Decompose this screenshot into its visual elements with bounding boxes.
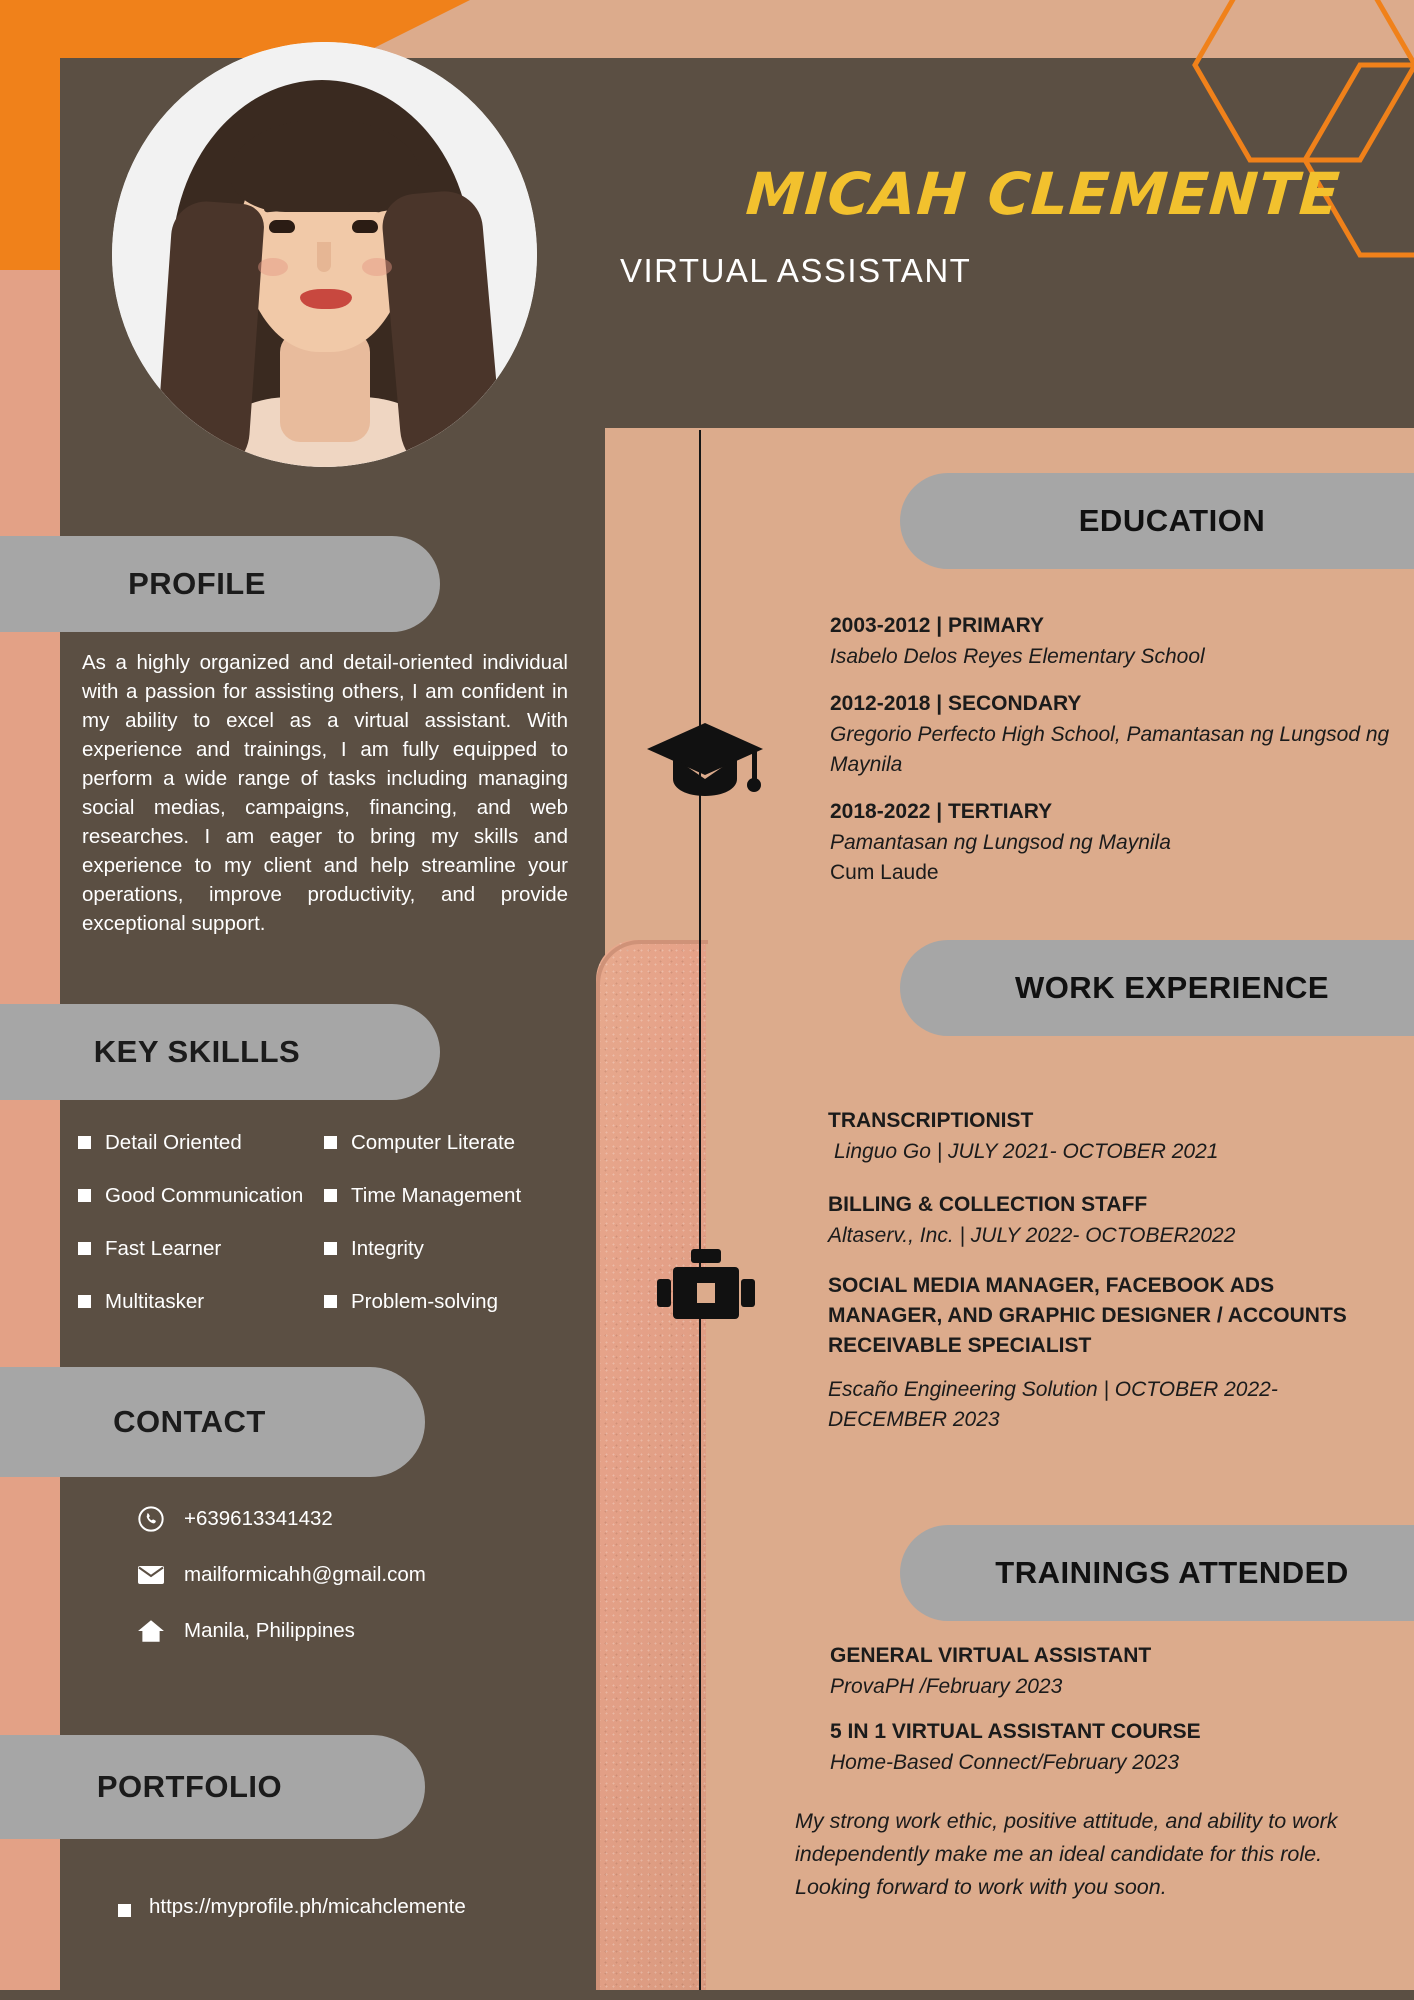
profile-heading-label: PROFILE <box>128 566 266 601</box>
candidate-role: VIRTUAL ASSISTANT <box>620 252 972 289</box>
skill-item <box>324 1236 590 1261</box>
background-texture-edge <box>596 940 708 2000</box>
education-item <box>830 796 1390 888</box>
education-school: Isabelo Delos Reyes Elementary School <box>830 645 1205 668</box>
contact-row-location <box>136 1616 596 1646</box>
skill-label: Time Management <box>351 1184 522 1207</box>
training-title: GENERAL VIRTUAL ASSISTANT <box>830 1644 1152 1667</box>
skill-label: Integrity <box>351 1237 424 1260</box>
skill-label: Computer Literate <box>351 1131 516 1154</box>
closing-statement: My strong work ethic, positive attitude, and ability to work independently make me an ideal candidate for this role. Looking forward to work with you soon. <box>795 1809 1338 1899</box>
section-heading-contact <box>0 1367 425 1477</box>
skill-label: Multitasker <box>105 1290 205 1313</box>
graduation-cap-icon <box>645 715 765 815</box>
key-skills-list <box>78 1130 590 1314</box>
bullet-square-icon <box>78 1189 91 1202</box>
section-heading-key-skills <box>0 1004 440 1100</box>
bullet-square-icon <box>78 1136 91 1149</box>
contact-list <box>136 1504 596 1672</box>
work-title: BILLING & COLLECTION STAFF <box>828 1193 1148 1216</box>
trainings-list <box>830 1640 1390 1778</box>
training-detail: ProvaPH /February 2023 <box>830 1675 1063 1698</box>
contact-location-value: Manila, Philippines <box>184 1619 355 1642</box>
education-period: 2003-2012 | PRIMARY <box>830 614 1045 637</box>
skill-item <box>78 1183 324 1208</box>
education-honor: Cum Laude <box>830 861 939 884</box>
education-school: Gregorio Perfecto High School, Pamantasan ng Lungsod ng Maynila <box>830 723 1390 776</box>
skill-label: Fast Learner <box>105 1237 222 1260</box>
bottom-bar <box>0 1990 1414 2000</box>
skill-label: Detail Oriented <box>105 1131 242 1154</box>
section-heading-work-experience <box>900 940 1414 1036</box>
education-item <box>830 688 1390 780</box>
contact-row-phone[interactable] <box>136 1504 596 1534</box>
portfolio-link-label: https://myprofile.ph/micahclemente <box>149 1895 466 1918</box>
education-school: Pamantasan ng Lungsod ng Maynila <box>830 831 1171 854</box>
bullet-square-icon <box>78 1242 91 1255</box>
bullet-square-icon <box>324 1136 337 1149</box>
skill-label: Good Communication <box>105 1184 304 1207</box>
phone-icon <box>136 1504 166 1534</box>
home-icon <box>136 1616 166 1646</box>
contact-row-email[interactable] <box>136 1560 596 1590</box>
education-period: 2018-2022 | TERTIARY <box>830 800 1053 823</box>
education-list <box>830 610 1390 888</box>
bullet-square-icon <box>324 1189 337 1202</box>
profile-photo <box>112 42 537 467</box>
work-detail: Linguo Go | JULY 2021- OCTOBER 2021 <box>834 1140 1219 1163</box>
key-skills-heading-label: KEY SKILLLS <box>93 1034 301 1069</box>
bullet-square-icon <box>78 1295 91 1308</box>
contact-heading-label: CONTACT <box>113 1404 266 1439</box>
candidate-name: MICAH CLEMENTE <box>743 160 1343 228</box>
briefcase-icon <box>655 1245 755 1337</box>
training-item <box>830 1640 1390 1702</box>
bullet-square-icon <box>324 1242 337 1255</box>
bullet-square-icon <box>118 1904 131 1917</box>
education-heading-label: EDUCATION <box>1078 503 1266 538</box>
timeline-line <box>699 430 701 2000</box>
portfolio-heading-label: PORTFOLIO <box>96 1769 283 1804</box>
education-item <box>830 610 1390 672</box>
work-item <box>828 1271 1388 1435</box>
work-heading-label: WORK EXPERIENCE <box>1014 970 1330 1005</box>
work-experience-list <box>828 1105 1388 1435</box>
contact-email-value: mailformicahh@gmail.com <box>184 1563 426 1586</box>
work-item <box>828 1189 1388 1251</box>
bullet-square-icon <box>324 1295 337 1308</box>
section-heading-trainings <box>900 1525 1414 1621</box>
work-detail: Altaserv., Inc. | JULY 2022- OCTOBER2022 <box>828 1224 1236 1247</box>
profile-photo-image <box>112 42 537 467</box>
skill-item <box>324 1130 590 1155</box>
work-item <box>828 1105 1388 1167</box>
trainings-heading-label: TRAININGS ATTENDED <box>995 1555 1349 1590</box>
education-period: 2012-2018 | SECONDARY <box>830 692 1082 715</box>
skill-item <box>78 1236 324 1261</box>
skill-label: Problem-solving <box>351 1290 498 1313</box>
contact-phone-value: +639613341432 <box>184 1507 333 1530</box>
training-item <box>830 1716 1390 1778</box>
email-icon <box>136 1560 166 1590</box>
skill-item <box>78 1289 324 1314</box>
work-title: SOCIAL MEDIA MANAGER, FACEBOOK ADS MANAGER, AND GRAPHIC DESIGNER / ACCOUNTS RECEIVABLE SPECIALIST <box>828 1274 1347 1357</box>
work-detail: Escaño Engineering Solution | OCTOBER 2022-DECEMBER 2023 <box>828 1378 1278 1431</box>
section-heading-portfolio <box>0 1735 425 1839</box>
work-title: TRANSCRIPTIONIST <box>828 1109 1034 1132</box>
section-heading-profile <box>0 536 440 632</box>
training-detail: Home-Based Connect/February 2023 <box>830 1751 1180 1774</box>
skill-item <box>324 1183 590 1208</box>
section-heading-education <box>900 473 1414 569</box>
skill-item <box>78 1130 324 1155</box>
portfolio-link[interactable] <box>118 1895 578 1919</box>
skill-item <box>324 1289 590 1314</box>
profile-summary: As a highly organized and detail-oriented individual with a passion for assisting others, I am confident in my ability to excel as a virtual assistant. With experience and trainings, I am fully equipped to perform a wide range of tasks including managing social medias, campaigns, financing, and web researches. I am eager to bring my skills and experience to my client and help streamline your operations, improve productivity, and provide exceptional support. <box>82 651 568 935</box>
training-title: 5 IN 1 VIRTUAL ASSISTANT COURSE <box>830 1720 1201 1743</box>
